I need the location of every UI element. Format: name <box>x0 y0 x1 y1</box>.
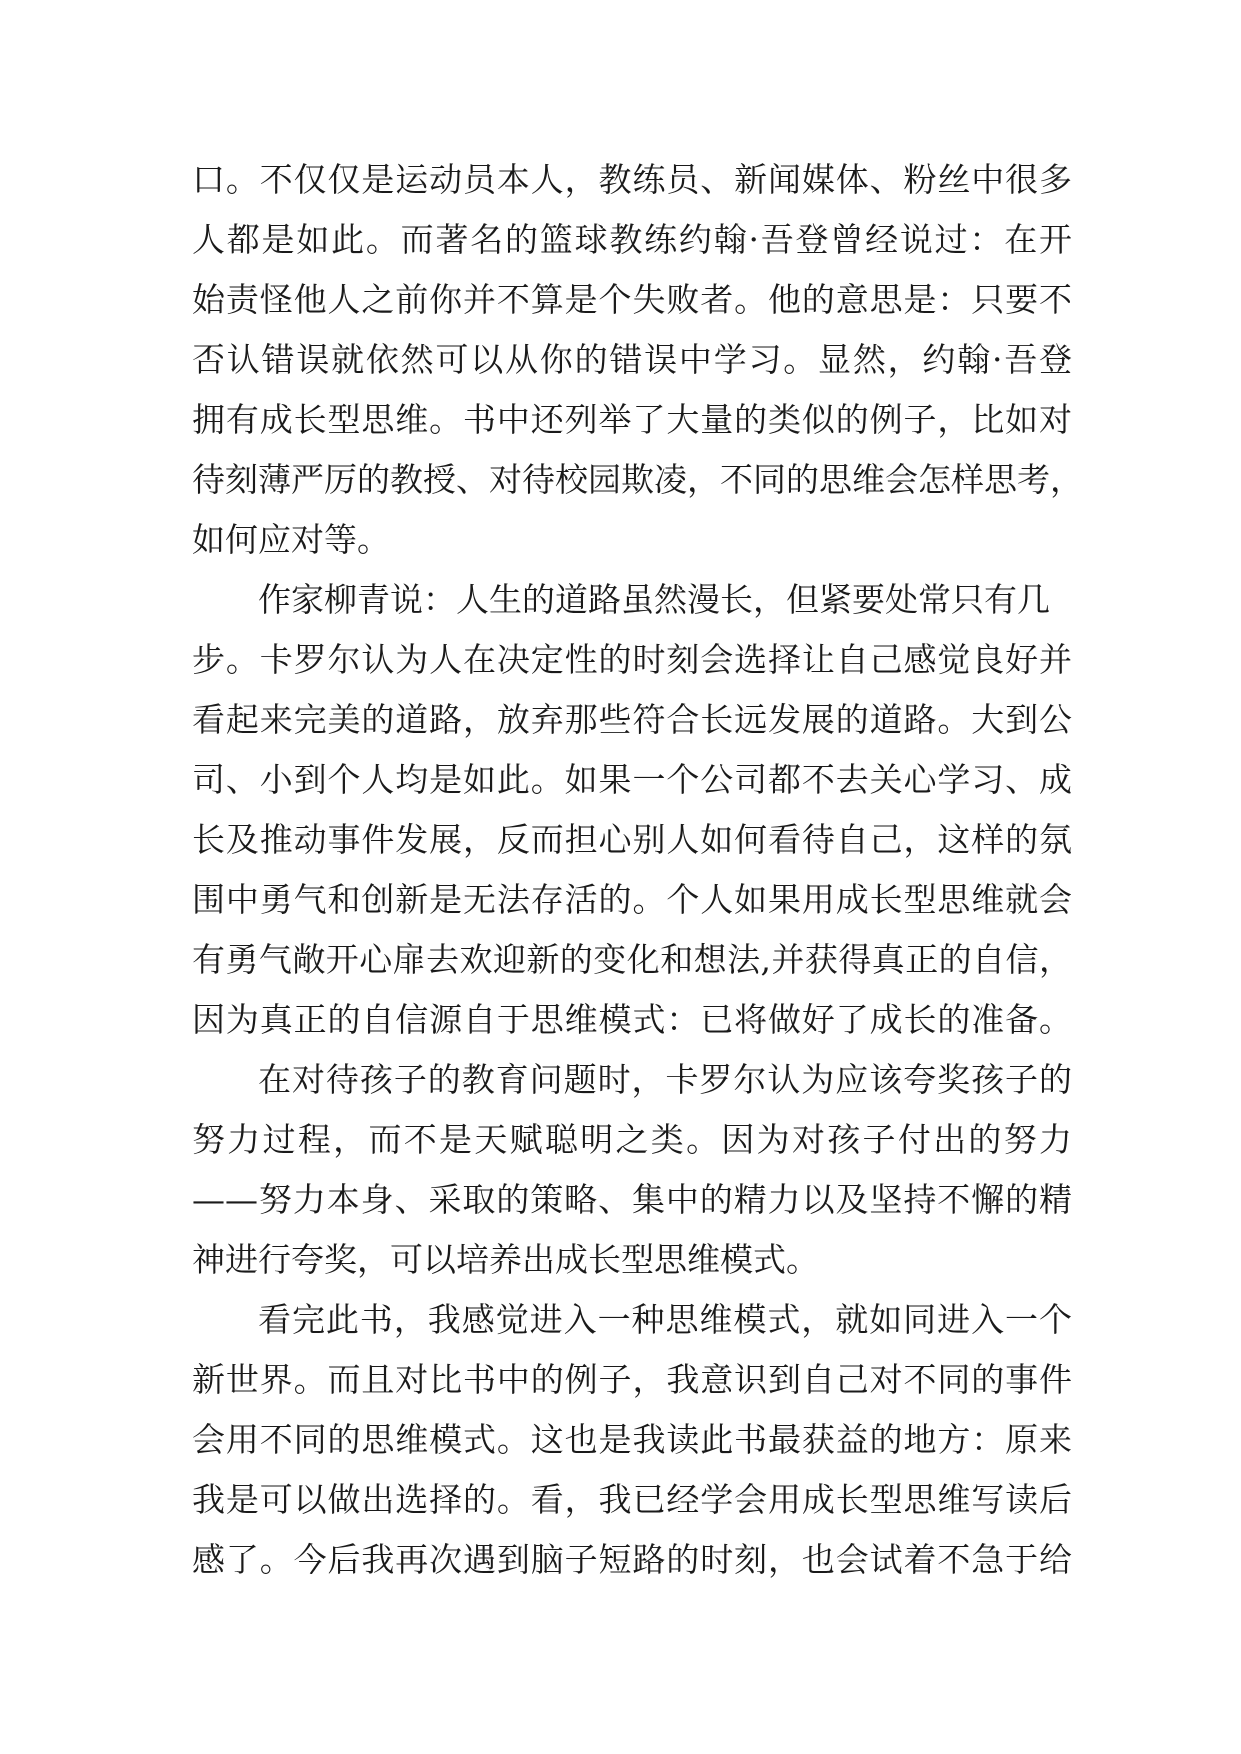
text-line: 步。卡罗尔认为人在决定性的时刻会选择让自己感觉良好并 <box>192 640 1072 679</box>
paragraph-first-line: 看完此书，我感觉进入一种思维模式，就如同进入一个 <box>258 1300 1072 1339</box>
text-line: 因为真正的自信源自于思维模式：已将做好了成长的准备。 <box>192 1000 1072 1039</box>
text-line: ——努力本身、采取的策略、集中的精力以及坚持不懈的精 <box>192 1180 1072 1219</box>
text-line: 有勇气敞开心扉去欢迎新的变化和想法,并获得真正的自信， <box>192 940 1072 979</box>
text-line: 待刻薄严厉的教授、对待校园欺凌，不同的思维会怎样思考， <box>192 460 1083 499</box>
paragraph-first-line: 作家柳青说：人生的道路虽然漫长，但紧要处常只有几 <box>258 580 1050 619</box>
text-line: 感了。今后我再次遇到脑子短路的时刻，也会试着不急于给 <box>192 1540 1072 1579</box>
text-line: 新世界。而且对比书中的例子，我意识到自己对不同的事件 <box>192 1360 1072 1399</box>
text-line: 拥有成长型思维。书中还列举了大量的类似的例子，比如对 <box>192 400 1072 439</box>
text-line: 如何应对等。 <box>192 520 390 559</box>
text-line: 始责怪他人之前你并不算是个失败者。他的意思是：只要不 <box>192 280 1072 319</box>
text-line: 司、小到个人均是如此。如果一个公司都不去关心学习、成 <box>192 760 1072 799</box>
text-line: 神进行夸奖，可以培养出成长型思维模式。 <box>192 1240 819 1279</box>
text-line: 口。不仅仅是运动员本人，教练员、新闻媒体、粉丝中很多 <box>192 160 1072 199</box>
text-line: 否认错误就依然可以从你的错误中学习。显然，约翰·吾登 <box>192 340 1072 379</box>
text-line: 长及推动事件发展，反而担心别人如何看待自己，这样的氛 <box>192 820 1072 859</box>
text-line: 努力过程，而不是天赋聪明之类。因为对孩子付出的努力 <box>192 1120 1072 1159</box>
text-line: 围中勇气和创新是无法存活的。个人如果用成长型思维就会 <box>192 880 1072 919</box>
text-line: 会用不同的思维模式。这也是我读此书最获益的地方：原来 <box>192 1420 1072 1459</box>
text-line: 人都是如此。而著名的篮球教练约翰·吾登曾经说过：在开 <box>192 220 1072 259</box>
text-line: 看起来完美的道路，放弃那些符合长远发展的道路。大到公 <box>192 700 1072 739</box>
text-line: 我是可以做出选择的。看，我已经学会用成长型思维写读后 <box>192 1480 1072 1519</box>
paragraph-first-line: 在对待孩子的教育问题时，卡罗尔认为应该夸奖孩子的 <box>258 1060 1072 1099</box>
